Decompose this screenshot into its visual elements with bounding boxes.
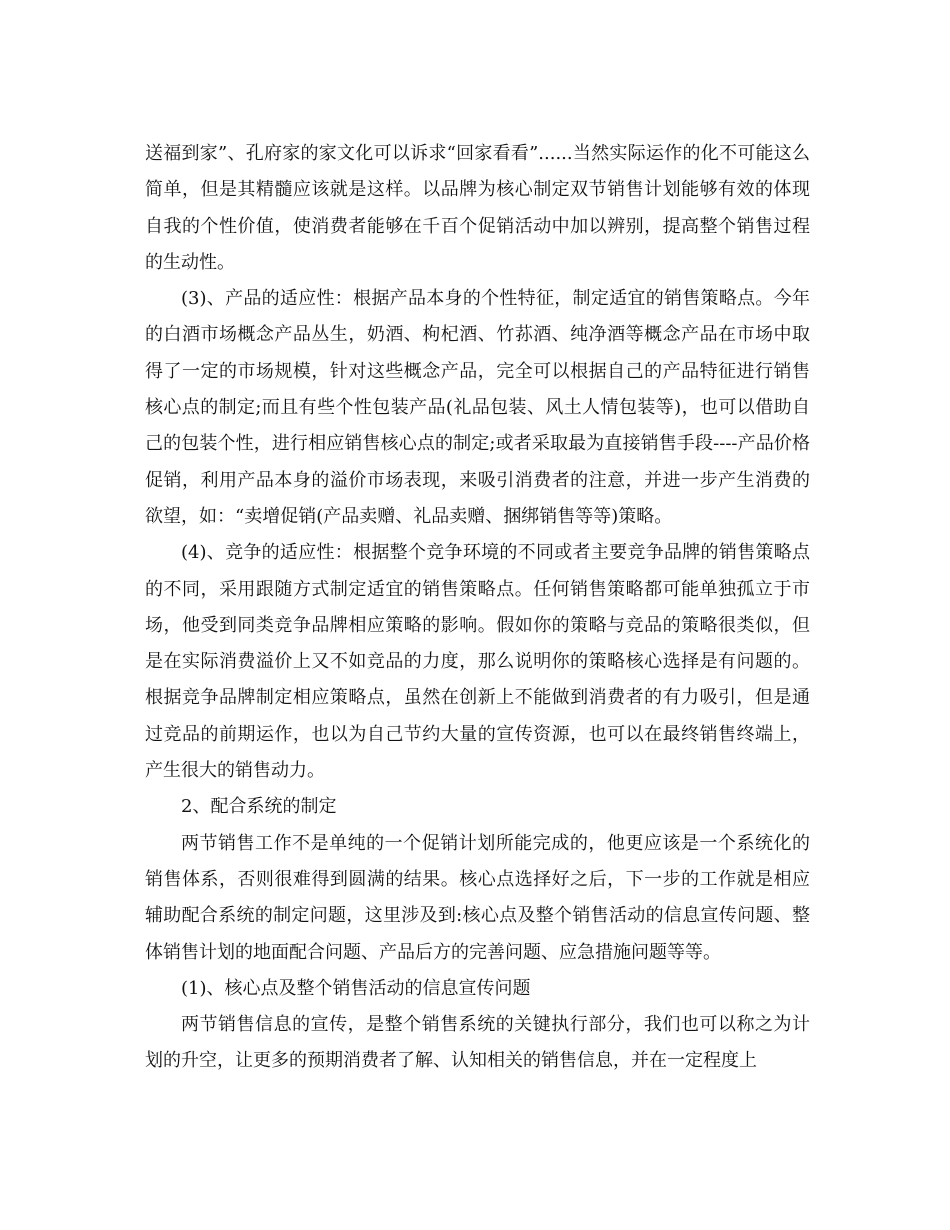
paragraph-product-adaptability: (3)、产品的适应性：根据产品本身的个性特征，制定适宜的销售策略点。今年的白酒市场概念产品丛生，奶酒、枸杞酒、竹荪酒、纯净酒等概念产品在市场中取得了一定的市场规模，针对这些概念产品，完全可以根据自己的产品特征进行销售核心点的制定;而且有些个性包装产品(礼品包装、风土人情包装等)，也可以借助自己的包装个性，进行相应销售核心点的制定;或者采取最为直接销售手段----产品价格促销，利用产品本身的溢价市场表现，来吸引消费者的注意，并进一步产生消费的欲望，如：“卖增促销(产品卖赠、礼品卖赠、捆绑销售等等)策略。 <box>145 288 810 527</box>
paragraph-info-promotion: 两节销售信息的宣传，是整个销售系统的关键执行部分，我们也可以称之为计划的升空，让更多的预期消费者了解、认知相关的销售信息，并在一定程度上 <box>145 1014 810 1072</box>
document-page <box>145 136 810 1080</box>
paragraph-competition-adaptability: (4)、竞争的适应性：根据整个竞争环境的不同或者主要竞争品牌的销售策略点的不同，采用跟随方式制定适宜的销售策略点。任何销售策略都可能单独孤立于市场，他受到同类竞争品牌相应策略的影响。假如你的策略与竞品的策略很类似，但是在实际消费溢价上又不如竞品的力度，那么说明你的策略核心选择是有问题的。根据竞争品牌制定相应策略点，虽然在创新上不能做到消费者的有力吸引，但是通过竞品的前期运作，也以为自己节约大量的宣传资源，也可以在最终销售终端上，产生很大的销售动力。 <box>145 542 810 782</box>
paragraph-brand-continuation: 送福到家”、孔府家的家文化可以诉求“回家看看”......当然实际运作的化不可能这么简单，但是其精髓应该就是这样。以品牌为核心制定双节销售计划能够有效的体现自我的个性价值，使消费者能够在千百个促销活动中加以辨别，提高整个销售过程的生动性。 <box>145 143 810 273</box>
section-heading-support-system: 2、配合系统的制定 <box>181 796 337 818</box>
subsection-heading-info-promotion: (1)、核心点及整个销售活动的信息宣传问题 <box>181 977 531 999</box>
paragraph-support-system: 两节销售工作不是单纯的一个促销计划所能完成的，他更应该是一个系统化的销售体系，否则很难得到圆满的结果。核心点选择好之后，下一步的工作就是相应辅助配合系统的制定问题，这里涉及到:核心点及整个销售活动的信息宣传问题、整体销售计划的地面配合问题、产品后方的完善问题、应急措施问题等等。 <box>145 832 810 963</box>
